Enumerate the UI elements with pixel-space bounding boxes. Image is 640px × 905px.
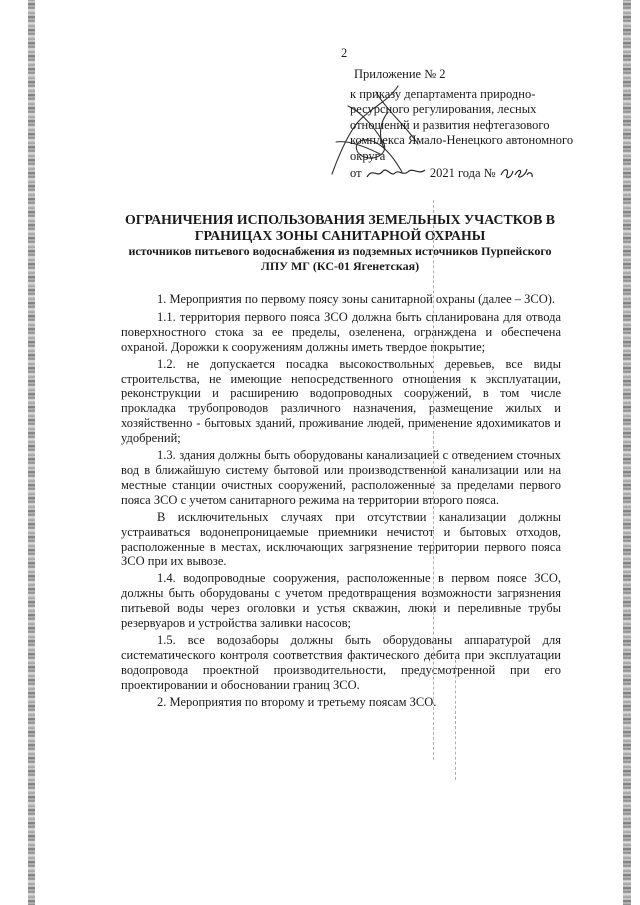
annex-date-line [350, 165, 580, 182]
handwritten-order-number [499, 165, 535, 181]
paragraph-1-4: 1.4. водопроводные сооружения, расположенные в первом поясе ЗСО, должны быть оборудованы с учетом предотвращения возможности загрязнения питьевой воды через оголовки и устья скважин, люки и переливные трубы резервуаров и устройства заливки насосов; [121, 571, 561, 631]
paragraph-1-5: 1.5. все водозаборы должны быть оборудованы аппаратурой для систематического контроля соответствия фактического дебита при эксплуатации водопровода проектной производительности, предусмотренной при его проектировании и обосновании границ ЗСО. [121, 632, 561, 692]
scan-edge-left [28, 0, 35, 905]
annex-order-text: к приказу департамента природно-ресурсного регулирования, лесных отношений и развития нефтегазового комплекса Ямало-Ненецкого автономного округа [350, 86, 574, 163]
approval-block [350, 67, 580, 181]
paragraph-1-2: 1.2. не допускается посадка высокоствольных деревьев, все виды строительства, не имеющие непосредственного отношения к эксплуатации, реконструкции и расширению водопроводных сооружений, в том числе прокладка трубопроводов различного назначения, размещение жилых и хозяйственно - бытовых зданий, проживание людей, применение ядохимикатов и удобрений; [121, 356, 561, 446]
paragraph-2: 2. Мероприятия по второму и третьему поясам ЗСО. [157, 694, 437, 709]
scan-fold-line [433, 200, 434, 760]
scan-fold-line [455, 660, 456, 780]
main-title: ОГРАНИЧЕНИЯ ИСПОЛЬЗОВАНИЯ ЗЕМЕЛЬНЫХ УЧАСТКОВ В ГРАНИЦАХ ЗОНЫ САНИТАРНОЙ ОХРАНЫ [125, 212, 555, 243]
page-number: 2 [341, 46, 348, 60]
paragraph-exceptions: В исключительных случаях при отсутствии канализации должны устраиваться водонепроницаемые приемники нечистот и бытовых отходов, расположенные в местах, исключающих загрязнение территории первого пояса ЗСО при их вывозе. [121, 509, 561, 569]
document-title [120, 212, 560, 274]
document-body [121, 292, 561, 711]
subtitle: источников питьевого водоснабжения из подземных источников Пурпейского ЛПУ МГ (КС-01 Ягенетская) [128, 244, 552, 273]
annex-heading: Приложение № 2 [354, 67, 446, 81]
date-year-label: 2021 года № [429, 165, 496, 180]
paragraph-1: 1. Мероприятия по первому поясу зоны санитарной охраны (далее – ЗСО). [157, 292, 556, 306]
scan-edge-right [623, 0, 631, 905]
paragraph-1-3: 1.3. здания должны быть оборудованы канализацией с отведением сточных вод в ближайшую систему бытовой или производственной канализации или на местные станции очистных сооружений, расположенные за пределами первого пояса ЗСО с учетом санитарного режима на территории второго пояса. [121, 448, 561, 507]
paragraph-1-1: 1.1. территория первого пояса ЗСО должна быть спланирована для отвода поверхностного стока за ее пределы, озеленена, огранждена и обеспечена охраной. Дорожки к сооружениям должны иметь твердое покрытие; [121, 309, 561, 354]
date-prefix: от [350, 165, 362, 180]
handwritten-date [365, 165, 427, 181]
